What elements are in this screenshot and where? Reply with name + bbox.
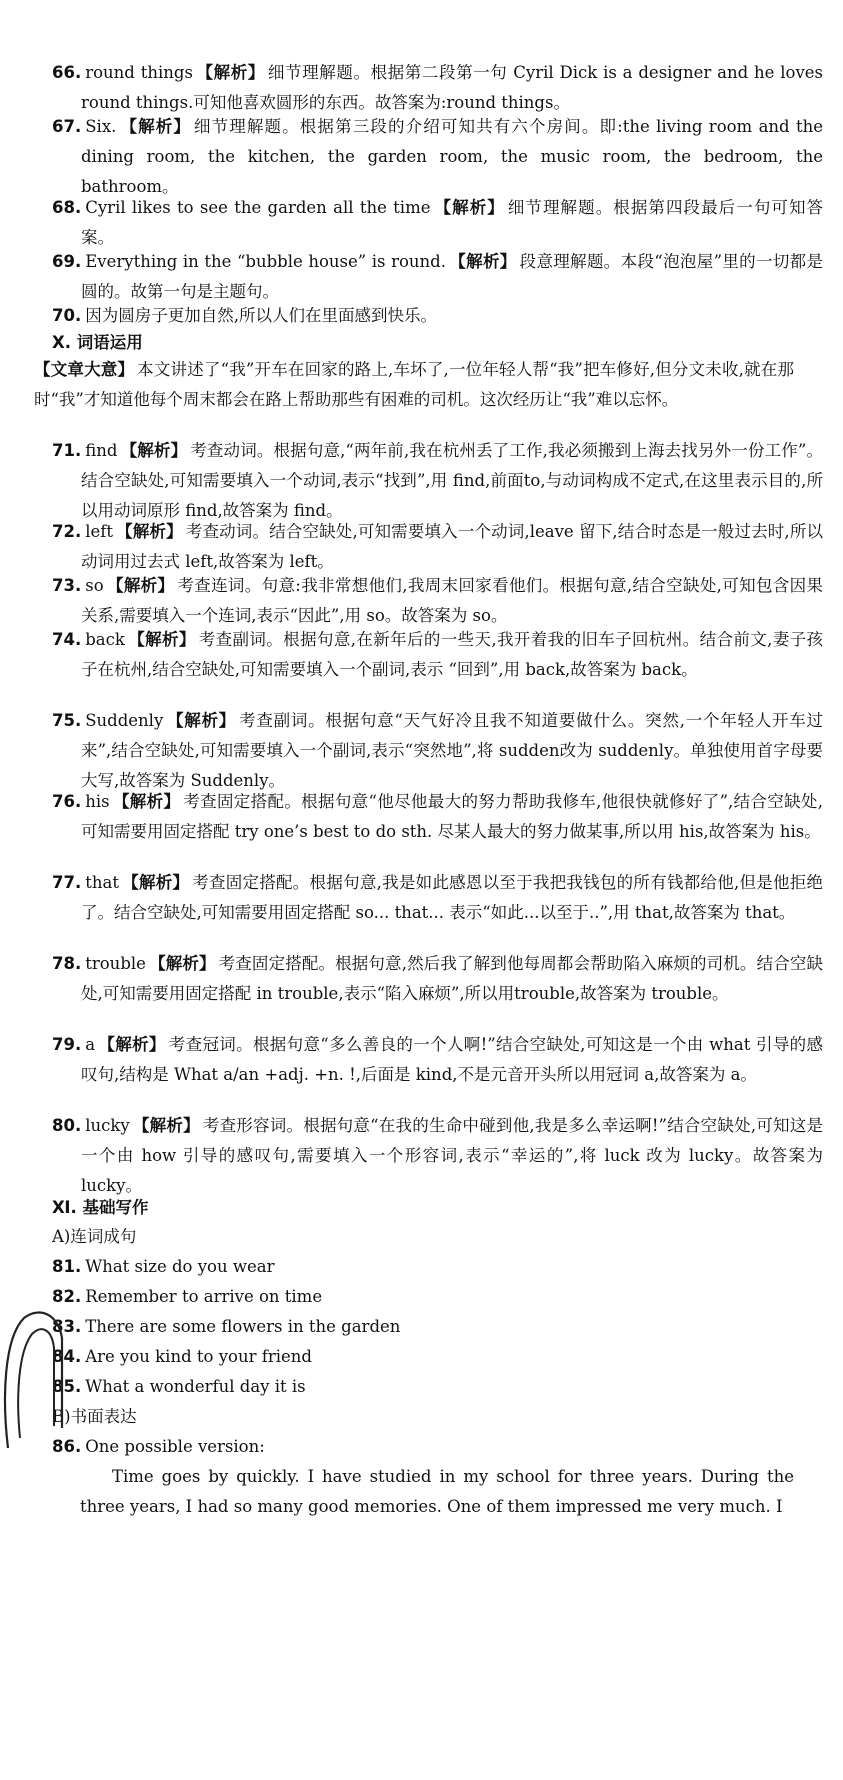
section-heading-xi: Ⅺ. 基础写作 [52,1198,149,1217]
analysis-text: 考查连词。句意:我非常想他们,我周末回家看他们。根据句意,结合空缺处,可知包含因果关系,需要填入一个连词,表示“因此”,用 so。故答案为 so。 [81,576,824,625]
answer-text: Suddenly [85,711,164,730]
answer-item-84 [52,1342,312,1372]
answer-item-70 [52,301,823,331]
analysis-tag: 【解析】 [112,792,181,811]
analysis-text: 考查固定搭配。根据句意,然后我了解到他每周都会帮助陷入麻烦的司机。结合空缺处,可知需要用固定搭配 in trouble,表示“陷入麻烦”,所以用trouble,故答案为 trouble。 [81,954,824,1003]
analysis-tag: 【解析】 [448,252,517,271]
answer-text: Cyril likes to see the garden all the time [85,198,431,217]
part-a-heading: A)连词成句 [52,1227,137,1246]
answer-text: that [85,873,119,892]
item-number: 81. [52,1257,82,1276]
analysis-tag: 【解析】 [195,63,265,82]
summary-tag: 【文章大意】 [34,360,135,379]
item-number: 72. [52,522,82,541]
answer-item-68 [52,193,823,253]
answer-text: a [85,1035,96,1054]
item-number: 75. [52,711,82,730]
answer-item-66 [52,58,823,118]
answer-item-81 [52,1252,274,1282]
answer-item-72 [52,517,823,577]
analysis-text: 考查固定搭配。根据句意,我是如此感恩以至于我把我钱包的所有钱都给他,但是他拒绝了。结合空缺处,可知需要用固定搭配 so... that... 表示“如此...以至于..”,用 that,故答案为 that。 [81,873,824,922]
answer-text: There are some flowers in the garden [85,1317,401,1336]
analysis-tag: 【解析】 [127,630,196,649]
answer-text: Are you kind to your friend [85,1347,312,1366]
answer-text: his [85,792,110,811]
analysis-tag: 【解析】 [148,954,216,973]
analysis-tag: 【解析】 [116,522,183,541]
part-b-heading: B)书面表达 [52,1407,137,1426]
item-number: 77. [52,873,82,892]
analysis-text: 段意理解题。本段“泡泡屋”里的一切都是圆的。故第一句是主题句。 [81,252,824,301]
answer-item-69 [52,247,823,307]
answer-text: lucky [85,1116,130,1135]
item-number: 78. [52,954,82,973]
item-number: 69. [52,252,82,271]
answer-text: One possible version: [85,1437,265,1456]
answer-item-83 [52,1312,400,1342]
analysis-tag: 【解析】 [132,1116,200,1135]
analysis-text: 细节理解题。根据第二段第一句 Cyril Dick is a designer and he loves round things.可知他喜欢圆形的东西。故答案为:round things。 [81,63,824,112]
answer-item-85 [52,1372,306,1402]
item-number: 83. [52,1317,82,1336]
analysis-text: 细节理解题。根据第四段最后一句可知答案。 [81,198,824,247]
answer-item-67 [52,112,823,202]
analysis-text: 考查固定搭配。根据句意“他尽他最大的努力帮助我修车,他很快就修好了”,结合空缺处,可知需要用固定搭配 try one’s best to do sth. 尽某人最大的努力做某事,所以用 his,故答案为 his。 [81,792,824,841]
analysis-text: 考查动词。根据句意,“两年前,我在杭州丢了工作,我必须搬到上海去找另外一份工作”。结合空缺处,可知需要填入一个动词,表示“找到”,用 find,前面to,与动词构成不定式,在这里表示目的,所以用动词原形 find,故答案为 find。 [81,441,824,520]
answer-text: trouble [85,954,146,973]
answer-text: left [85,522,114,541]
answer-item-77 [52,868,823,928]
analysis-tag: 【解析】 [121,873,190,892]
item-number: 86. [52,1437,82,1456]
item-number: 70. [52,306,82,325]
answer-text: Everything in the “bubble house” is round. [85,252,446,271]
item-number: 68. [52,198,82,217]
analysis-text: 考查副词。根据句意,在新年后的一些天,我开着我的旧车子回杭州。结合前文,妻子孩子在杭州,结合空缺处,可知需要填入一个副词,表示 “回到”,用 back,故答案为 back。 [81,630,823,679]
answer-item-82 [52,1282,322,1312]
answer-item-76 [52,787,823,847]
answer-item-78 [52,949,823,1009]
essay-text: Time goes by quickly. I have studied in my school for three years. During the three years, I had so many good memories. One of them impressed me very much. I [80,1467,794,1516]
binding-mark-icon [0,1308,80,1448]
answer-text: Six. [85,117,117,136]
answer-text: 因为圆房子更加自然,所以人们在里面感到快乐。 [85,306,437,325]
answer-item-86 [52,1432,265,1462]
item-number: 85. [52,1377,82,1396]
answer-text: What size do you wear [85,1257,275,1276]
answer-item-73 [52,571,823,631]
item-number: 82. [52,1287,82,1306]
item-number: 76. [52,792,82,811]
item-number: 74. [52,630,82,649]
answer-text: What a wonderful day it is [85,1377,306,1396]
passage-summary [34,355,794,415]
analysis-tag: 【解析】 [120,441,188,460]
analysis-text: 考查副词。根据句意“天气好冷且我不知道要做什么。突然,一个年轻人开车过来”,结合空缺处,可知需要填入一个副词,表示“突然地”,将 sudden改为 suddenly。单独使用首字母要大写,故答案为 Suddenly。 [81,711,824,790]
item-number: 71. [52,441,82,460]
analysis-tag: 【解析】 [98,1035,166,1054]
answer-text: Remember to arrive on time [85,1287,323,1306]
section-heading-x: Ⅹ. 词语运用 [52,333,143,352]
answer-text: round things [85,63,193,82]
analysis-tag: 【解析】 [119,117,192,136]
item-number: 84. [52,1347,82,1366]
item-number: 80. [52,1116,82,1135]
analysis-text: 考查形容词。根据句意“在我的生命中碰到他,我是多么幸运啊!”结合空缺处,可知这是一个由 how 引导的感叹句,需要填入一个形容词,表示“幸运的”,将 luck 改为 lucky。故答案为 lucky。 [81,1116,823,1195]
analysis-text: 细节理解题。根据第三段的介绍可知共有六个房间。即:the living room and the dining room, the kitchen, the garden room, the music room, the bedroom, the bathroom。 [81,117,824,196]
analysis-text: 考查动词。结合空缺处,可知需要填入一个动词,leave 留下,结合时态是一般过去时,所以动词用过去式 left,故答案为 left。 [81,522,823,571]
answer-item-79 [52,1030,823,1090]
answer-item-71 [52,436,823,526]
answer-text: find [85,441,118,460]
answer-text: so [85,576,104,595]
analysis-tag: 【解析】 [433,198,505,217]
item-number: 73. [52,576,82,595]
analysis-tag: 【解析】 [166,711,237,730]
answer-text: back [85,630,125,649]
item-number: 67. [52,117,82,136]
analysis-text: 考查冠词。根据句意“多么善良的一个人啊!”结合空缺处,可知这是一个由 what 引导的感叹句,结构是 What a/an +adj. +n. !,后面是 kind,不是元音开头所以用冠词 a,故答案为 a。 [81,1035,823,1084]
answer-item-74 [52,625,823,685]
analysis-tag: 【解析】 [106,576,175,595]
answer-item-75 [52,706,823,796]
item-number: 79. [52,1035,82,1054]
summary-text: 本文讲述了“我”开车在回家的路上,车坏了,一位年轻人帮“我”把车修好,但分文未收,就在那时“我”才知道他每个周末都会在路上帮助那些有困难的司机。这次经历让“我”难以忘怀。 [34,360,794,409]
answer-item-80 [52,1111,823,1201]
item-number: 66. [52,63,82,82]
